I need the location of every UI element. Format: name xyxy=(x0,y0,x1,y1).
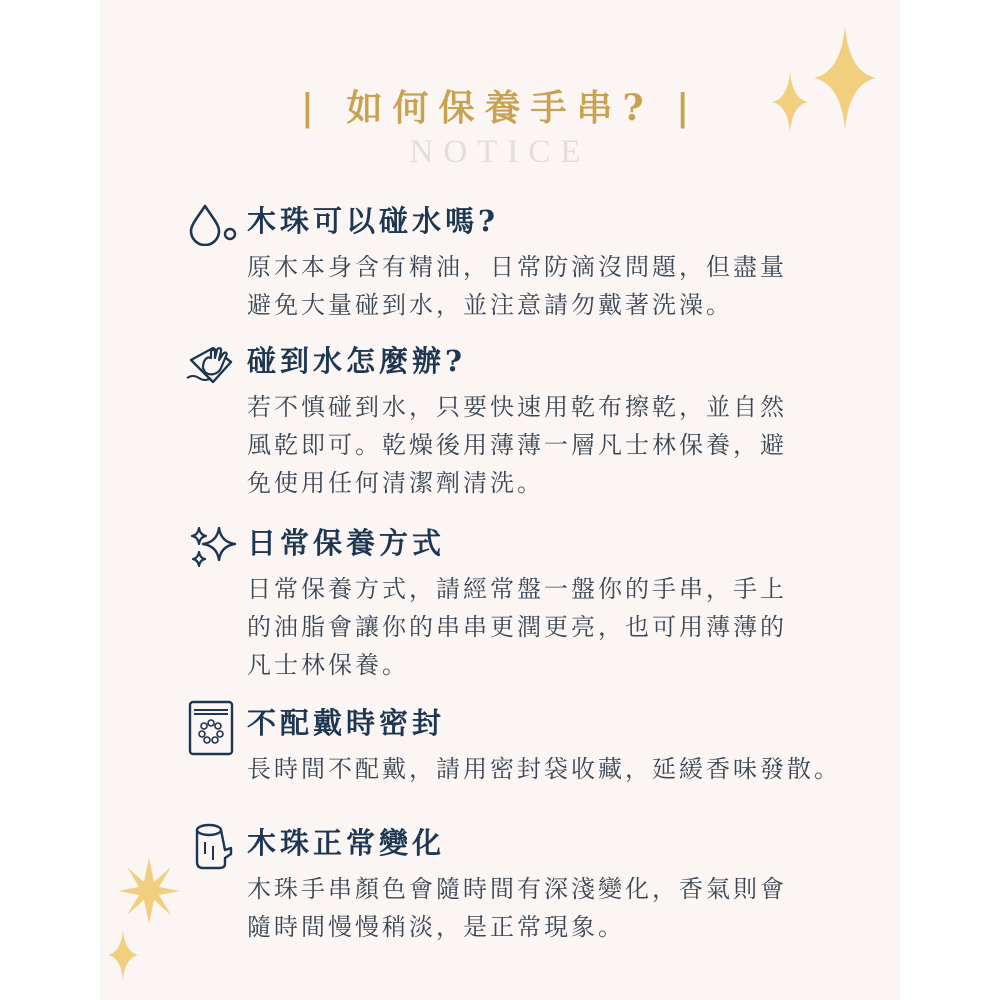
page-subtitle: NOTICE xyxy=(409,134,591,170)
section-title: 不配戴時密封 xyxy=(247,706,446,740)
section-text: 木珠手串顏色會隨時間有深淺變化，香氣則會 隨時間慢慢稍淡，是正常現象。 xyxy=(247,875,787,941)
section-daily-care xyxy=(185,520,845,680)
section-title: 木珠可以碰水嗎? xyxy=(247,204,499,238)
section-seal xyxy=(185,700,845,800)
starburst-icon xyxy=(118,858,180,924)
section-text: 長時間不配戴，請用密封袋收藏，延緩香味發散。 xyxy=(247,755,841,783)
page-title: | 如何保養手串? | xyxy=(300,87,700,129)
water-drop-icon xyxy=(185,198,241,246)
section-wood-change xyxy=(185,820,845,950)
section-text: 日常保養方式，請經常盤一盤你的手串，手上 的油脂會讓你的串串更潤更亮，也可用薄薄的 凡士林保養。 xyxy=(247,575,787,679)
section-wet xyxy=(185,338,845,498)
section-title: 碰到水怎麼辦? xyxy=(247,344,466,378)
section-text: 原木本身含有精油，日常防滴沒問題，但盡量 避免大量碰到水，並注意請勿戴著洗澡。 xyxy=(247,253,787,319)
sealed-bag-icon xyxy=(185,696,241,758)
section-title: 日常保養方式 xyxy=(247,526,446,560)
section-title: 木珠正常變化 xyxy=(247,826,446,860)
wipe-hand-icon xyxy=(185,338,241,386)
sparkles-icon xyxy=(185,520,241,568)
section-text: 若不慎碰到水，只要快速用乾布擦乾，並自然 風乾即可。乾燥後用薄薄一層凡士林保養，避 免使用任何清潔劑清洗。 xyxy=(247,393,787,497)
section-water xyxy=(185,198,845,318)
bottom-small-sparkle-icon xyxy=(108,930,138,980)
wood-log-icon xyxy=(185,820,241,876)
